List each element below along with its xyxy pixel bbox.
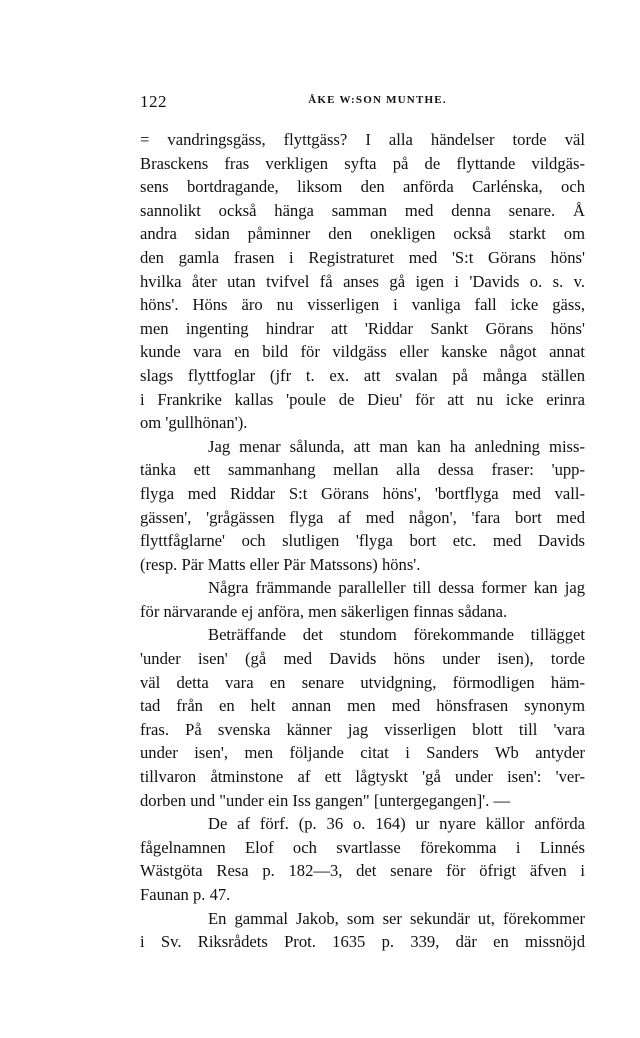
text-line: tillvaron åtminstone af ett lågtyskt 'gå under isen': 'ver- — [140, 767, 585, 787]
text-line: dorben und "under ein Iss gangen" [untergegangen]'. — — [140, 790, 511, 810]
page-number: 122 — [140, 92, 167, 111]
text-line: Jag menar sålunda, att man kan ha anledning miss- — [208, 436, 585, 456]
text-line: Faunan p. 47. — [140, 885, 231, 904]
text-line: för närvarande ej anföra, men säkerligen finnas sådana. — [140, 601, 508, 621]
text-line: i Frankrike kallas 'poule de Dieu' för att nu icke erinra — [140, 389, 585, 409]
text-line: 'under isen' (gå med Davids höns under isen), torde — [140, 649, 585, 669]
text-line: En gammal Jakob, som ser sekundär ut, förekommer — [208, 908, 585, 928]
text-line: sens bortdragande, liksom den anförda Carlénska, och — [140, 177, 585, 197]
text-line: Wästgöta Resa p. 182—3, det senare för öfrigt äfven i — [140, 861, 585, 881]
text-line: fågelnamnen Elof och svartlasse förekomma i Linnés — [140, 837, 585, 857]
text-line: tänka ett sammanhang mellan alla dessa fraser: 'upp- — [140, 460, 585, 480]
text-line: Beträffande det stundom förekommande tillägget — [208, 625, 585, 645]
text-line: den gamla frasen i Registraturet med 'S:t Görans höns' — [140, 247, 585, 267]
text-line: fras. På svenska känner jag visserligen blott till 'vara — [140, 719, 585, 739]
text-line: gässen', 'grågässen flyga af med någon', 'fara bort med — [140, 507, 585, 527]
text-line: men ingenting hindrar att 'Riddar Sankt Görans höns' — [140, 318, 585, 338]
text-line: andra sidan påminner den onekligen också starkt om — [140, 224, 585, 244]
running-head: ÅKE W:SON MUNTHE. — [308, 94, 447, 106]
text-line: i Sv. Riksrådets Prot. 1635 p. 339, där en missnöjd — [140, 932, 585, 952]
text-line: = vandringsgäss, flyttgäss? I alla händelser torde väl — [140, 130, 585, 149]
text-line: under isen', men följande citat i Sanders Wb antyder — [140, 743, 585, 763]
text-line: flyga med Riddar S:t Görans höns', 'bortflyga med vall- — [140, 483, 585, 503]
text-line: slags flyttfoglar (jfr t. ex. att svalan på många ställen — [140, 365, 585, 385]
text-line: tad från en helt annan men med hönsfrasen synonym — [140, 696, 585, 716]
text-line: höns'. Höns äro nu visserligen i vanliga fall icke gäss, — [140, 295, 585, 315]
text-line: hvilka åter utan tvifvel få anses gå igen i 'Davids o. s. v. — [140, 271, 585, 291]
text-line: om 'gullhönan'). — [140, 413, 248, 433]
text-line: De af förf. (p. 36 o. 164) ur nyare källor anförda — [208, 814, 585, 834]
body-text — [140, 128, 585, 954]
text-line: (resp. Pär Matts eller Pär Matssons) höns'. — [140, 554, 421, 574]
text-line: Några främmande paralleller till dessa former kan jag — [208, 578, 585, 598]
text-line: sannolikt också hänga samman med denna senare. Å — [140, 200, 585, 220]
text-line: Brasckens fras verkligen syfta på de flyttande vildgäs- — [140, 153, 585, 173]
text-line: väl detta vara en senare utvidgning, förmodligen häm- — [140, 672, 585, 692]
text-line: kunde vara en bild för vildgäss eller kanske något annat — [140, 342, 585, 362]
page-header — [140, 92, 585, 112]
text-line: flyttfåglarne' och slutligen 'flyga bort etc. med Davids — [140, 531, 585, 551]
